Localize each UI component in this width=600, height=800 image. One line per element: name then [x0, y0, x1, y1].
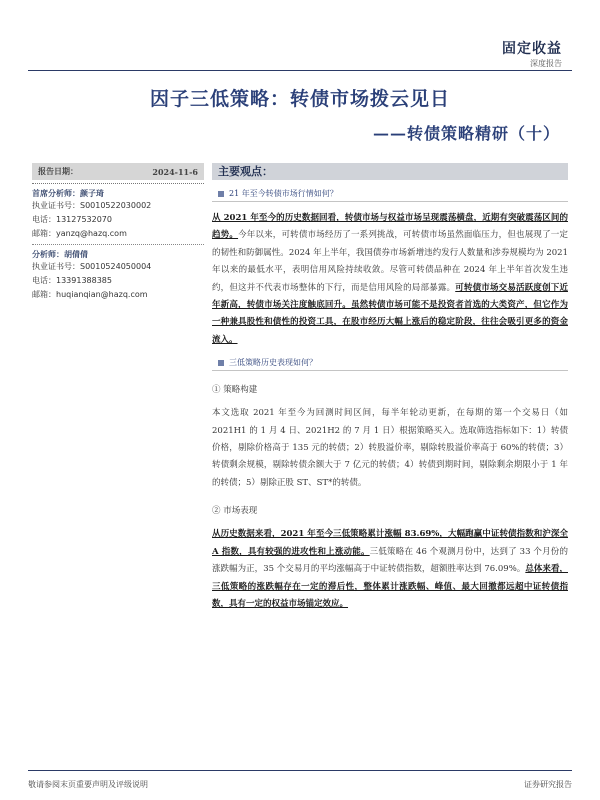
section-heading	[212, 188, 568, 202]
report-date-label: 报告日期：	[38, 166, 78, 176]
analyst-role: 首席分析师：	[32, 188, 80, 198]
paragraph	[212, 526, 568, 613]
analyst-email[interactable]: 邮箱：huqianqian@hazq.com	[32, 290, 148, 299]
analyst-role: 分析师：	[32, 249, 64, 259]
paragraph	[212, 210, 568, 349]
divider	[32, 183, 204, 184]
body-text: 三低策略在 46 个观测月份中，达到了 33 个月份的涨跌幅为正，35 个交易月的平均涨幅高于中证转债指数，超额胜率达到 76.09%。	[212, 546, 568, 575]
report-type: 深度报告	[530, 59, 562, 68]
section-heading	[212, 357, 568, 371]
divider	[32, 244, 204, 245]
square-bullet-icon	[218, 360, 224, 366]
paragraph: 本文选取 2021 年至今为回测时间区间，每半年轮动更新，在每期的第一个交易日（如 2021H1 的 1 月 4 日、2021H2 的 7 月 1 日）根据策略买入。选取筛选指标如下：1）转债价格，剔除价格高于 135 元的转债；2）转股溢价率，剔除转股溢价率高于 60%的转债；3）转债剩余规模，剔除转债余额大于 7 亿元的转债；4）转债到期时间，剔除剩余期限小于 1 年的转债；5）剔除正股 ST、ST*的转债。	[212, 408, 568, 488]
analyst-sidebar	[32, 163, 204, 302]
report-date-bar	[32, 163, 204, 180]
analyst-phone: 电话：13391388385	[32, 276, 112, 285]
emphasis-text: 总体来看，三低策略的涨跌幅存在一定的滞后性，整体累计涨跌幅、峰值、最大回撤都远超中证转债指数，具有一定的权益市场锚定效应。	[212, 564, 568, 609]
analyst-email[interactable]: 邮箱：yanzq@hazq.com	[32, 229, 127, 238]
square-bullet-icon	[218, 191, 224, 197]
section-title: 三低策略历史表现如何？	[229, 358, 317, 368]
analyst-name: 胡倩倩	[64, 249, 88, 259]
emphasis-text: 从历史数据来看，2021 年至今三低策略累计涨幅 83.69%，大幅跑赢中证转债指数和沪深全 A 指数，具有较强的进攻性和上涨动能。	[212, 529, 568, 557]
analyst-license: 执业证书号：S0010524050004	[32, 262, 152, 271]
main-points-heading: 主要观点：	[212, 163, 568, 180]
report-title: 因子三低策略：转债市场拨云见日	[149, 88, 450, 110]
analyst-phone: 电话：13127532070	[32, 215, 112, 224]
emphasis-text: 可转债市场交易活跃度创下近年新高，转债市场关注度触底回升。虽然转债市场可能不是投资者首选的大类资产，但它作为一种兼具股性和债性的投资工具，在股市经历大幅上涨后的稳定阶段，往往会吸引更多的资金流入。	[212, 282, 568, 345]
report-category: 固定收益	[502, 41, 562, 57]
analyst-name: 颜子琦	[80, 188, 104, 198]
subsection-heading: ② 市场表现	[212, 506, 258, 517]
page-footer	[28, 770, 572, 790]
emphasis-text: 从 2021 年至今的历史数据回看，转债市场与权益市场呈现震荡横盘，近期有突破震荡区间的趋势。	[212, 213, 568, 241]
section-title: 21 年至今转债市场行情如何？	[229, 189, 338, 198]
body-text: 今年以来，可转债市场经历了一系列挑战，可转债市场虽然面临压力，但也展现了一定的韧性和防御属性。2024 年上半年，我国债券市场新增违约发行人数量和涉券规模均为 2021 年以来的最低水平，表明信用风险持续收敛。尽管可转债品种在 2024 年上半年首次发生违约，但这并不代表市场整体的下行，而是信用风险的局部暴露。	[212, 230, 568, 293]
disclaimer-note: 敬请参阅末页重要声明及评级说明	[28, 780, 148, 789]
header-divider	[28, 70, 572, 71]
report-date-value: 2024-11-6	[152, 166, 198, 177]
analyst-license: 执业证书号：S0010522030002	[32, 201, 152, 210]
analyst-title	[32, 248, 204, 260]
main-content	[212, 163, 568, 613]
analyst-title	[32, 187, 204, 199]
footer-label: 证券研究报告	[524, 780, 572, 789]
subsection-heading: ① 策略构建	[212, 385, 258, 396]
report-subtitle: ——转债策略精研（十）	[372, 124, 560, 143]
